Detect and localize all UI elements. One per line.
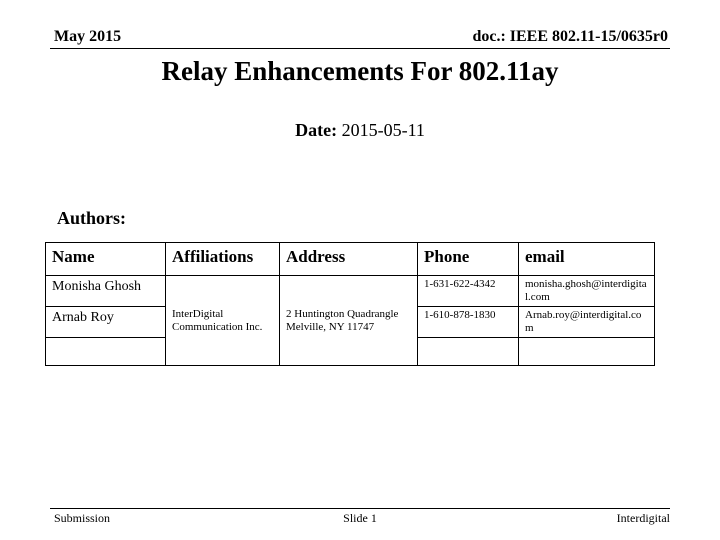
cell-address: 2 Huntington Quadrangle Melville, NY 11747 xyxy=(280,276,418,366)
header-divider xyxy=(50,48,670,49)
footer-divider xyxy=(50,508,670,509)
cell-phone xyxy=(418,338,519,366)
cell-phone: 1-610-878-1830 xyxy=(418,307,519,338)
slide-title: Relay Enhancements For 802.11ay xyxy=(161,56,559,86)
authors-table xyxy=(45,242,655,366)
cell-affiliation: InterDigital Communication Inc. xyxy=(166,276,280,366)
column-header-affiliations: Affiliations xyxy=(166,243,280,276)
header-date: May 2015 xyxy=(54,28,122,45)
authors-heading: Authors: xyxy=(57,208,127,228)
date-label: Date: xyxy=(295,120,338,140)
header-doc-id: doc.: IEEE 802.11-15/0635r0 xyxy=(472,28,668,45)
cell-phone: 1-631-622-4342 xyxy=(418,276,519,307)
column-header-phone: Phone xyxy=(418,243,519,276)
table-row xyxy=(46,276,655,307)
column-header-email: email xyxy=(519,243,655,276)
cell-name: Monisha Ghosh xyxy=(46,276,166,307)
cell-email: monisha.ghosh@interdigital.com xyxy=(519,276,655,307)
cell-name: Arnab Roy xyxy=(46,307,166,338)
column-header-name: Name xyxy=(46,243,166,276)
cell-name xyxy=(46,338,166,366)
cell-email xyxy=(519,338,655,366)
table-header-row xyxy=(46,243,655,276)
date-value: 2015-05-11 xyxy=(341,120,425,140)
column-header-address: Address xyxy=(280,243,418,276)
footer-submission: Submission xyxy=(54,511,111,525)
date-line xyxy=(0,120,720,141)
footer-slide-number: Slide 1 xyxy=(343,511,377,525)
footer-organization: Interdigital xyxy=(616,511,670,525)
cell-email: Arnab.roy@interdigital.com xyxy=(519,307,655,338)
